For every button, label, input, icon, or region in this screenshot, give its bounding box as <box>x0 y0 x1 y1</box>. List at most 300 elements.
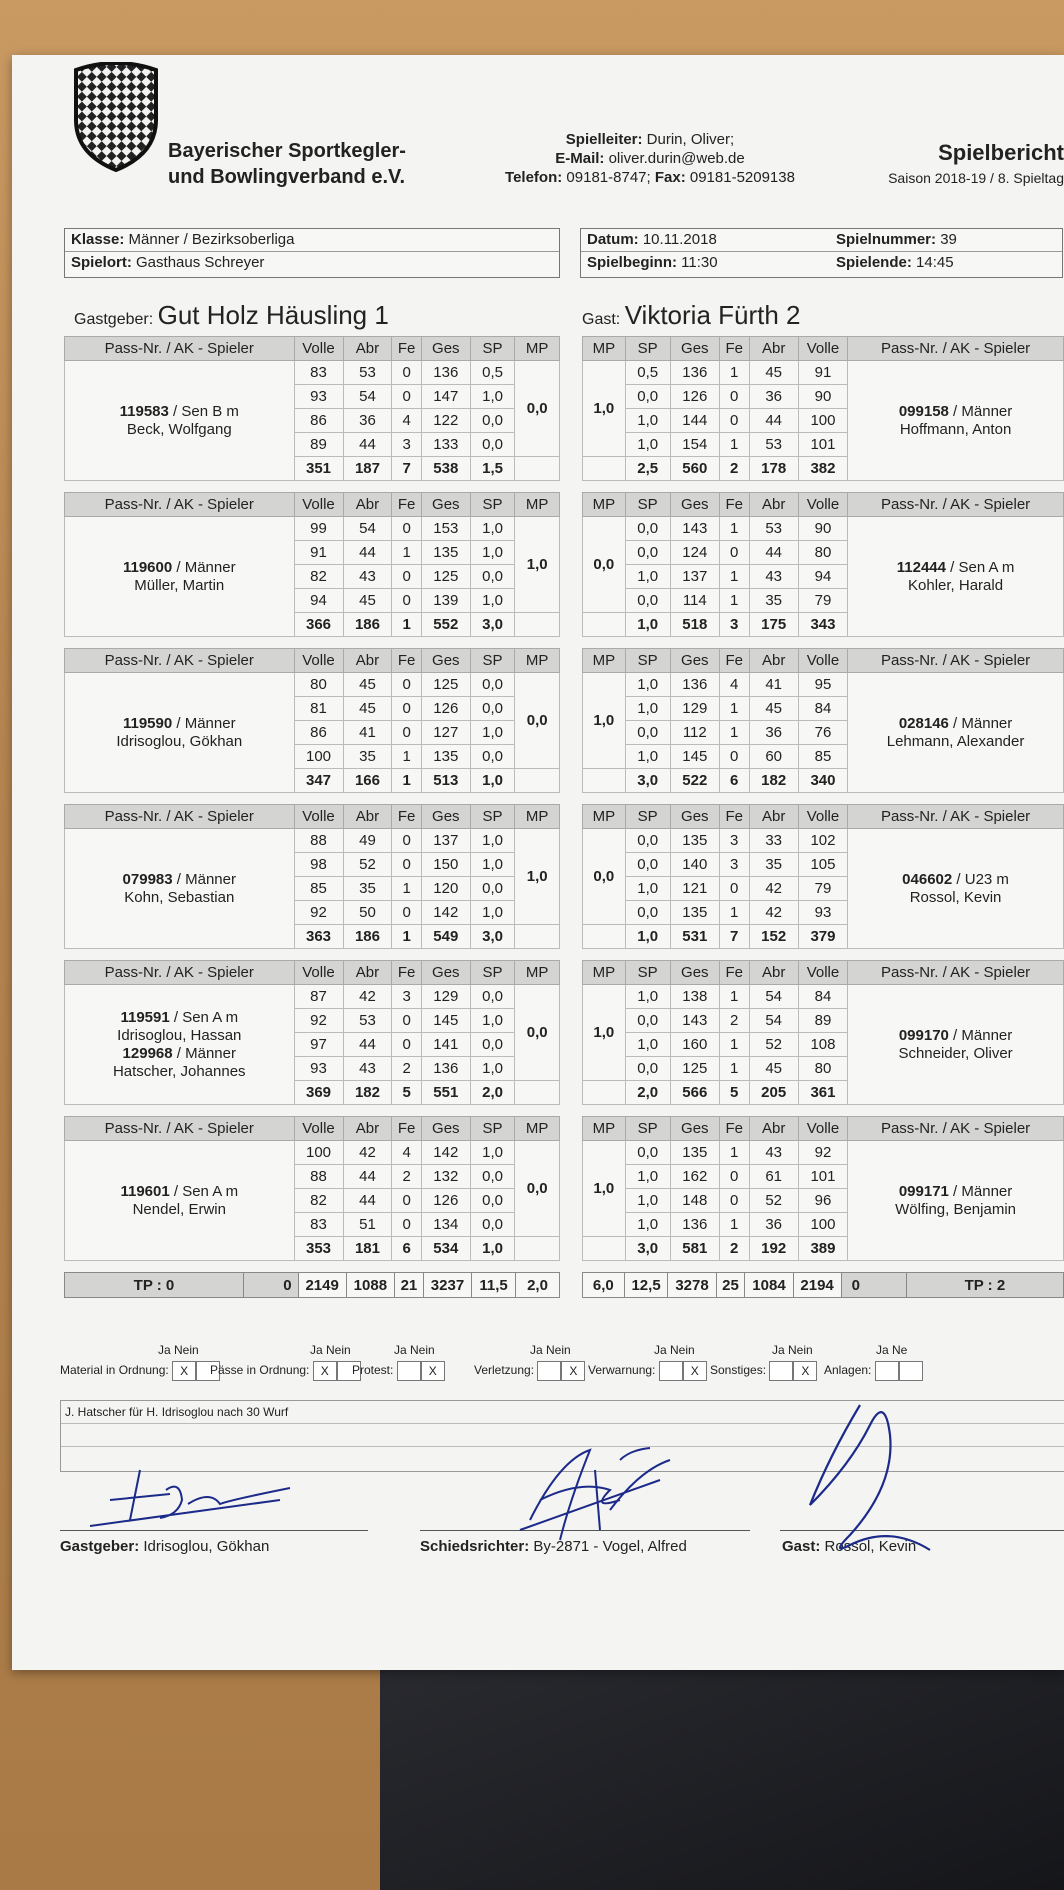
home-throw-cell: 0 <box>392 829 421 853</box>
guest-throw-cell: 121 <box>670 877 719 901</box>
guest-throw-cell: 126 <box>670 385 719 409</box>
guest-game-table <box>582 492 1064 637</box>
fax-label: Fax: <box>654 169 686 186</box>
home-throw-cell: 98 <box>294 853 343 877</box>
home-throw-cell: 129 <box>421 985 470 1009</box>
guest-throw-cell: 90 <box>798 517 847 541</box>
guest-signature <box>790 1395 940 1560</box>
check-item <box>210 1361 361 1381</box>
col-header-ges: Ges <box>421 649 470 673</box>
col-header-ges: Ges <box>421 805 470 829</box>
home-player-pass <box>65 403 294 421</box>
guest-throw-cell: 79 <box>798 877 847 901</box>
col-header-volle: Volle <box>798 805 847 829</box>
guest-mp-blank <box>583 1237 626 1261</box>
home-throw-cell: 3 <box>392 985 421 1009</box>
home-player2-ak: / Männer <box>172 1044 236 1062</box>
guest-player-pass-nr: 046602 <box>902 870 953 888</box>
guest-mp-cell: 0,0 <box>583 829 626 925</box>
home-throw-cell: 1,0 <box>470 385 515 409</box>
home-player-ak: / Sen A m <box>169 1008 239 1026</box>
guest-player-pass <box>848 403 1063 421</box>
col-header-fe: Fe <box>392 961 421 985</box>
home-throw-cell: 0,0 <box>470 985 515 1009</box>
home-throw-cell: 0 <box>392 1033 421 1057</box>
home-team-label: Gastgeber: <box>74 311 154 328</box>
home-throw-cell: 132 <box>421 1165 470 1189</box>
col-header-volle: Volle <box>294 805 343 829</box>
col-header-mp: MP <box>515 1117 560 1141</box>
guest-throw-cell: 94 <box>798 565 847 589</box>
guest-player-ak: / U23 m <box>952 870 1009 888</box>
col-header-ges: Ges <box>421 493 470 517</box>
home-throw-cell: 92 <box>294 1009 343 1033</box>
home-throw-cell: 4 <box>392 1141 421 1165</box>
col-header-mp: MP <box>583 961 626 985</box>
guest-throw-cell: 136 <box>670 361 719 385</box>
guest-game-table <box>582 336 1064 481</box>
guest-throw-cell: 54 <box>749 985 798 1009</box>
home-throw-cell: 145 <box>421 1009 470 1033</box>
guest-throw-cell: 0,0 <box>625 589 670 613</box>
guest-player-pass <box>848 871 1063 889</box>
guest-throw-cell: 0 <box>719 1165 749 1189</box>
col-header-volle: Volle <box>294 649 343 673</box>
ja-nein-header: Ja Nein <box>654 1343 695 1357</box>
guest-throw-cell: 100 <box>798 1213 847 1237</box>
guest-throw-cell: 124 <box>670 541 719 565</box>
guest-throw-cell: 1,0 <box>625 1213 670 1237</box>
check-box-nein: X <box>421 1361 445 1381</box>
spielnummer-value: 39 <box>940 231 957 248</box>
col-header-fe: Fe <box>392 649 421 673</box>
col-header-ges: Ges <box>421 337 470 361</box>
guest-sum-cell: 1,0 <box>625 613 670 637</box>
guest-total-ges: 3278 <box>668 1273 716 1298</box>
home-player-name: Kohn, Sebastian <box>124 888 235 906</box>
federation-name <box>168 138 406 190</box>
col-header-player: Pass-Nr. / AK - Spieler <box>848 337 1064 361</box>
guest-throw-cell: 1,0 <box>625 1189 670 1213</box>
col-header-volle: Volle <box>294 337 343 361</box>
guest-player-ak: / Männer <box>948 714 1013 732</box>
guest-throw-cell: 42 <box>749 877 798 901</box>
home-throw-cell: 4 <box>392 409 421 433</box>
home-throw-cell: 45 <box>343 673 392 697</box>
home-throw-cell: 1 <box>392 877 421 901</box>
home-player-cell <box>65 985 295 1105</box>
guest-total-sp: 12,5 <box>624 1273 668 1298</box>
ja-nein-header: Ja Nein <box>158 1343 199 1357</box>
home-mp-blank <box>515 457 560 481</box>
guest-sum-cell: 361 <box>798 1081 847 1105</box>
guest-sum-cell: 175 <box>749 613 798 637</box>
col-header-fe: Fe <box>719 961 749 985</box>
check-box-ja: X <box>172 1361 196 1381</box>
guest-player-cell <box>848 361 1064 481</box>
guest-throw-cell: 105 <box>798 853 847 877</box>
guest-player-pass <box>848 1183 1063 1201</box>
col-header-mp: MP <box>515 337 560 361</box>
guest-throw-cell: 2 <box>719 1009 749 1033</box>
guest-throw-cell: 92 <box>798 1141 847 1165</box>
col-header-mp: MP <box>515 493 560 517</box>
home-sum-cell: 366 <box>294 613 343 637</box>
home-throw-cell: 0,0 <box>470 1165 515 1189</box>
guest-throw-cell: 0 <box>719 1189 749 1213</box>
home-throw-cell: 35 <box>343 877 392 901</box>
report-title: Spielbericht <box>938 140 1064 165</box>
col-header-sp: SP <box>625 649 670 673</box>
guest-team-label: Gast: <box>582 311 621 328</box>
home-team-name: Gut Holz Häusling 1 <box>157 300 389 330</box>
home-sum-cell: 187 <box>343 457 392 481</box>
home-throw-cell: 125 <box>421 565 470 589</box>
check-item-label: Verwarnung: <box>588 1363 656 1378</box>
home-mp-cell: 0,0 <box>515 361 560 457</box>
home-game-table <box>64 960 560 1105</box>
guest-throw-cell: 35 <box>749 589 798 613</box>
guest-total-mp: 6,0 <box>583 1273 625 1298</box>
home-mp-blank <box>515 1237 560 1261</box>
col-header-fe: Fe <box>392 337 421 361</box>
gastgeber-label: Gastgeber: <box>60 1538 140 1555</box>
spielnummer-label: Spielnummer: <box>836 231 937 248</box>
guest-sum-cell: 389 <box>798 1237 847 1261</box>
home-throw-cell: 44 <box>343 1165 392 1189</box>
federation-crest-logo <box>72 62 160 172</box>
home-mp-cell: 0,0 <box>515 1141 560 1237</box>
dark-surface <box>380 1640 1064 1890</box>
home-throw-cell: 1 <box>392 745 421 769</box>
guest-throw-cell: 114 <box>670 589 719 613</box>
check-box-ja <box>659 1361 683 1381</box>
spielleiter-value: Durin, Oliver; <box>646 131 735 148</box>
home-team-heading <box>74 300 389 331</box>
gastgeber-signer: Idrisoglou, Gökhan <box>143 1538 270 1555</box>
guest-total-abr: 1084 <box>745 1273 793 1298</box>
guest-throw-cell: 1,0 <box>625 1165 670 1189</box>
home-throw-cell: 139 <box>421 589 470 613</box>
guest-throw-cell: 0 <box>719 745 749 769</box>
guest-throw-cell: 136 <box>670 673 719 697</box>
guest-throw-cell: 1 <box>719 361 749 385</box>
home-player-pass-nr: 079983 <box>122 870 173 888</box>
guest-throw-cell: 44 <box>749 409 798 433</box>
check-box-ja <box>769 1361 793 1381</box>
col-header-abr: Abr <box>343 337 392 361</box>
guest-throw-cell: 0,0 <box>625 853 670 877</box>
home-sum-cell: 1 <box>392 613 421 637</box>
guest-throw-cell: 36 <box>749 721 798 745</box>
guest-throw-cell: 144 <box>670 409 719 433</box>
guest-sum-cell: 6 <box>719 769 749 793</box>
game-number-box <box>830 228 1063 278</box>
home-throw-cell: 1,0 <box>470 589 515 613</box>
col-header-abr: Abr <box>749 493 798 517</box>
col-header-fe: Fe <box>719 649 749 673</box>
home-throw-cell: 99 <box>294 517 343 541</box>
home-player-pass <box>65 1183 294 1201</box>
home-throw-cell: 134 <box>421 1213 470 1237</box>
home-sum-cell: 353 <box>294 1237 343 1261</box>
col-header-mp: MP <box>515 961 560 985</box>
home-throw-cell: 49 <box>343 829 392 853</box>
home-player-cell <box>65 829 295 949</box>
guest-throw-cell: 1,0 <box>625 1033 670 1057</box>
spielbeginn-value: 11:30 <box>681 254 718 271</box>
guest-sum-cell: 1,0 <box>625 925 670 949</box>
home-throw-cell: 1,0 <box>470 829 515 853</box>
home-total-ges: 3237 <box>423 1273 471 1298</box>
guest-sum-cell: 3 <box>719 613 749 637</box>
guest-throw-cell: 1,0 <box>625 985 670 1009</box>
home-throw-cell: 136 <box>421 1057 470 1081</box>
col-header-ges: Ges <box>670 961 719 985</box>
home-sum-cell: 513 <box>421 769 470 793</box>
guest-throw-cell: 1 <box>719 901 749 925</box>
home-sum-cell: 538 <box>421 457 470 481</box>
guest-mp-cell: 0,0 <box>583 517 626 613</box>
guest-throw-cell: 54 <box>749 1009 798 1033</box>
guest-sum-cell: 2 <box>719 457 749 481</box>
ja-nein-header: Ja Nein <box>772 1343 813 1357</box>
home-throw-cell: 0 <box>392 901 421 925</box>
klasse-label: Klasse: <box>71 231 125 248</box>
check-item <box>710 1361 817 1381</box>
guest-throw-cell: 84 <box>798 697 847 721</box>
spielbeginn-label: Spielbeginn: <box>587 254 677 271</box>
checklist-row <box>60 1343 1064 1393</box>
spielort-value: Gasthaus Schreyer <box>136 254 265 271</box>
home-tp-zero: 0 <box>243 1273 298 1298</box>
guest-sum-cell: 581 <box>670 1237 719 1261</box>
spielende-value: 14:45 <box>916 254 954 271</box>
guest-tp-zero: 0 <box>841 1273 906 1298</box>
guest-throw-cell: 1,0 <box>625 877 670 901</box>
home-throw-cell: 41 <box>343 721 392 745</box>
home-mp-cell: 1,0 <box>515 829 560 925</box>
col-header-ges: Ges <box>670 493 719 517</box>
guest-sum-cell: 182 <box>749 769 798 793</box>
home-throw-cell: 3 <box>392 433 421 457</box>
email-value: oliver.durin@web.de <box>608 150 745 167</box>
guest-throw-cell: 0 <box>719 409 749 433</box>
guest-mp-blank <box>583 613 626 637</box>
guest-throw-cell: 0 <box>719 877 749 901</box>
home-throw-cell: 153 <box>421 517 470 541</box>
home-throw-cell: 53 <box>343 1009 392 1033</box>
home-total-mp: 2,0 <box>516 1273 560 1298</box>
col-header-player: Pass-Nr. / AK - Spieler <box>848 1117 1064 1141</box>
col-header-player: Pass-Nr. / AK - Spieler <box>848 493 1064 517</box>
email-label: E-Mail: <box>555 150 605 167</box>
home-sum-cell: 1 <box>392 925 421 949</box>
col-header-volle: Volle <box>294 493 343 517</box>
home-throw-cell: 0 <box>392 589 421 613</box>
contact-block <box>480 130 820 187</box>
guest-sum-cell: 2,0 <box>625 1081 670 1105</box>
home-throw-cell: 0,0 <box>470 1033 515 1057</box>
home-throw-cell: 0 <box>392 385 421 409</box>
guest-player-pass-nr: 112444 <box>896 558 946 576</box>
home-throw-cell: 147 <box>421 385 470 409</box>
federation-name-line1: Bayerischer Sportkegler- <box>168 140 406 162</box>
home-throw-cell: 142 <box>421 1141 470 1165</box>
guest-throw-cell: 36 <box>749 385 798 409</box>
home-sum-cell: 347 <box>294 769 343 793</box>
guest-sum-cell: 379 <box>798 925 847 949</box>
home-throw-cell: 54 <box>343 517 392 541</box>
home-sum-cell: 369 <box>294 1081 343 1105</box>
home-mp-blank <box>515 769 560 793</box>
home-throw-cell: 0 <box>392 673 421 697</box>
guest-throw-cell: 154 <box>670 433 719 457</box>
guest-mp-cell: 1,0 <box>583 361 626 457</box>
guest-game-table <box>582 1116 1064 1261</box>
home-throw-cell: 0 <box>392 361 421 385</box>
guest-throw-cell: 3 <box>719 853 749 877</box>
guest-throw-cell: 90 <box>798 385 847 409</box>
guest-sum-cell: 382 <box>798 457 847 481</box>
guest-throw-cell: 1 <box>719 1141 749 1165</box>
home-throw-cell: 83 <box>294 1213 343 1237</box>
guest-player-cell <box>848 829 1064 949</box>
home-throw-cell: 120 <box>421 877 470 901</box>
home-sum-cell: 3,0 <box>470 613 515 637</box>
home-sum-cell: 5 <box>392 1081 421 1105</box>
guest-throw-cell: 1 <box>719 433 749 457</box>
col-header-mp: MP <box>583 1117 626 1141</box>
home-player-ak: / Männer <box>172 714 236 732</box>
guest-throw-cell: 53 <box>749 433 798 457</box>
guest-sum-cell: 531 <box>670 925 719 949</box>
guest-throw-cell: 45 <box>749 697 798 721</box>
schiedsrichter-signer: By-2871 - Vogel, Alfred <box>533 1538 687 1555</box>
guest-throw-cell: 0 <box>719 385 749 409</box>
guest-throw-cell: 0,0 <box>625 1057 670 1081</box>
home-throw-cell: 93 <box>294 385 343 409</box>
guest-sum-cell: 522 <box>670 769 719 793</box>
col-header-fe: Fe <box>719 493 749 517</box>
guest-player-name: Kohler, Harald <box>908 576 1004 594</box>
home-player-cell <box>65 1141 295 1261</box>
guest-throw-cell: 79 <box>798 589 847 613</box>
home-sum-cell: 549 <box>421 925 470 949</box>
col-header-abr: Abr <box>749 805 798 829</box>
col-header-sp: SP <box>625 493 670 517</box>
col-header-volle: Volle <box>294 961 343 985</box>
ja-nein-header: Ja Nein <box>394 1343 435 1357</box>
home-player-pass <box>65 871 294 889</box>
guest-throw-cell: 137 <box>670 565 719 589</box>
home-sum-cell: 1,5 <box>470 457 515 481</box>
check-item <box>60 1361 220 1381</box>
guest-throw-cell: 80 <box>798 541 847 565</box>
guest-sum-cell: 2,5 <box>625 457 670 481</box>
guest-team-heading <box>582 300 801 331</box>
guest-throw-cell: 1 <box>719 517 749 541</box>
ja-nein-header: Ja Nein <box>530 1343 571 1357</box>
guest-throw-cell: 0,0 <box>625 385 670 409</box>
guest-throw-cell: 76 <box>798 721 847 745</box>
col-header-fe: Fe <box>719 337 749 361</box>
col-header-abr: Abr <box>343 1117 392 1141</box>
home-player-name: Nendel, Erwin <box>132 1200 226 1218</box>
guest-sum-cell: 178 <box>749 457 798 481</box>
gast-signer: Rossol, Kevin <box>824 1538 917 1555</box>
check-item-label: Protest: <box>352 1363 394 1378</box>
ja-nein-header: Ja Ne <box>876 1343 908 1357</box>
guest-player-cell <box>848 1141 1064 1261</box>
home-throw-cell: 0 <box>392 565 421 589</box>
col-header-volle: Volle <box>294 1117 343 1141</box>
home-throw-cell: 2 <box>392 1057 421 1081</box>
home-throw-cell: 1 <box>392 541 421 565</box>
home-throw-cell: 83 <box>294 361 343 385</box>
check-item <box>352 1361 445 1381</box>
guest-throw-cell: 52 <box>749 1033 798 1057</box>
guest-throw-cell: 162 <box>670 1165 719 1189</box>
home-throw-cell: 82 <box>294 565 343 589</box>
home-tp: TP : 0 <box>65 1273 244 1298</box>
col-header-volle: Volle <box>798 493 847 517</box>
match-info-box <box>64 228 560 278</box>
home-player-pass-nr: 119600 <box>122 558 173 576</box>
guest-player-name: Hoffmann, Anton <box>899 420 1012 438</box>
guest-throw-cell: 143 <box>670 517 719 541</box>
home-throw-cell: 53 <box>343 361 392 385</box>
col-header-mp: MP <box>583 493 626 517</box>
guest-throw-cell: 1,0 <box>625 697 670 721</box>
col-header-player: Pass-Nr. / AK - Spieler <box>65 805 295 829</box>
guest-throw-cell: 95 <box>798 673 847 697</box>
col-header-abr: Abr <box>343 493 392 517</box>
guest-mp-cell: 1,0 <box>583 673 626 769</box>
guest-throw-cell: 53 <box>749 517 798 541</box>
col-header-ges: Ges <box>670 337 719 361</box>
guest-throw-cell: 0,5 <box>625 361 670 385</box>
home-throw-cell: 50 <box>343 901 392 925</box>
guest-sum-cell: 205 <box>749 1081 798 1105</box>
home-throw-cell: 1,0 <box>470 1009 515 1033</box>
col-header-fe: Fe <box>392 493 421 517</box>
home-throw-cell: 100 <box>294 745 343 769</box>
guest-throw-cell: 0,0 <box>625 901 670 925</box>
home-throw-cell: 126 <box>421 697 470 721</box>
guest-player-name: Rossol, Kevin <box>909 888 1002 906</box>
home-throw-cell: 44 <box>343 1033 392 1057</box>
home-total-fe: 21 <box>394 1273 423 1298</box>
guest-throw-cell: 129 <box>670 697 719 721</box>
col-header-fe: Fe <box>719 1117 749 1141</box>
guest-throw-cell: 135 <box>670 829 719 853</box>
col-header-abr: Abr <box>343 649 392 673</box>
guest-mp-blank <box>583 1081 626 1105</box>
check-box-nein <box>899 1361 923 1381</box>
guest-totals-row <box>582 1272 1064 1298</box>
guest-player-ak: / Männer <box>948 1026 1013 1044</box>
home-player-ak: / Männer <box>172 558 236 576</box>
home-throw-cell: 137 <box>421 829 470 853</box>
guest-throw-cell: 45 <box>749 361 798 385</box>
guest-throw-cell: 112 <box>670 721 719 745</box>
guest-throw-cell: 60 <box>749 745 798 769</box>
check-box-ja <box>397 1361 421 1381</box>
home-throw-cell: 42 <box>343 985 392 1009</box>
date-info-box <box>580 228 832 278</box>
guest-throw-cell: 148 <box>670 1189 719 1213</box>
